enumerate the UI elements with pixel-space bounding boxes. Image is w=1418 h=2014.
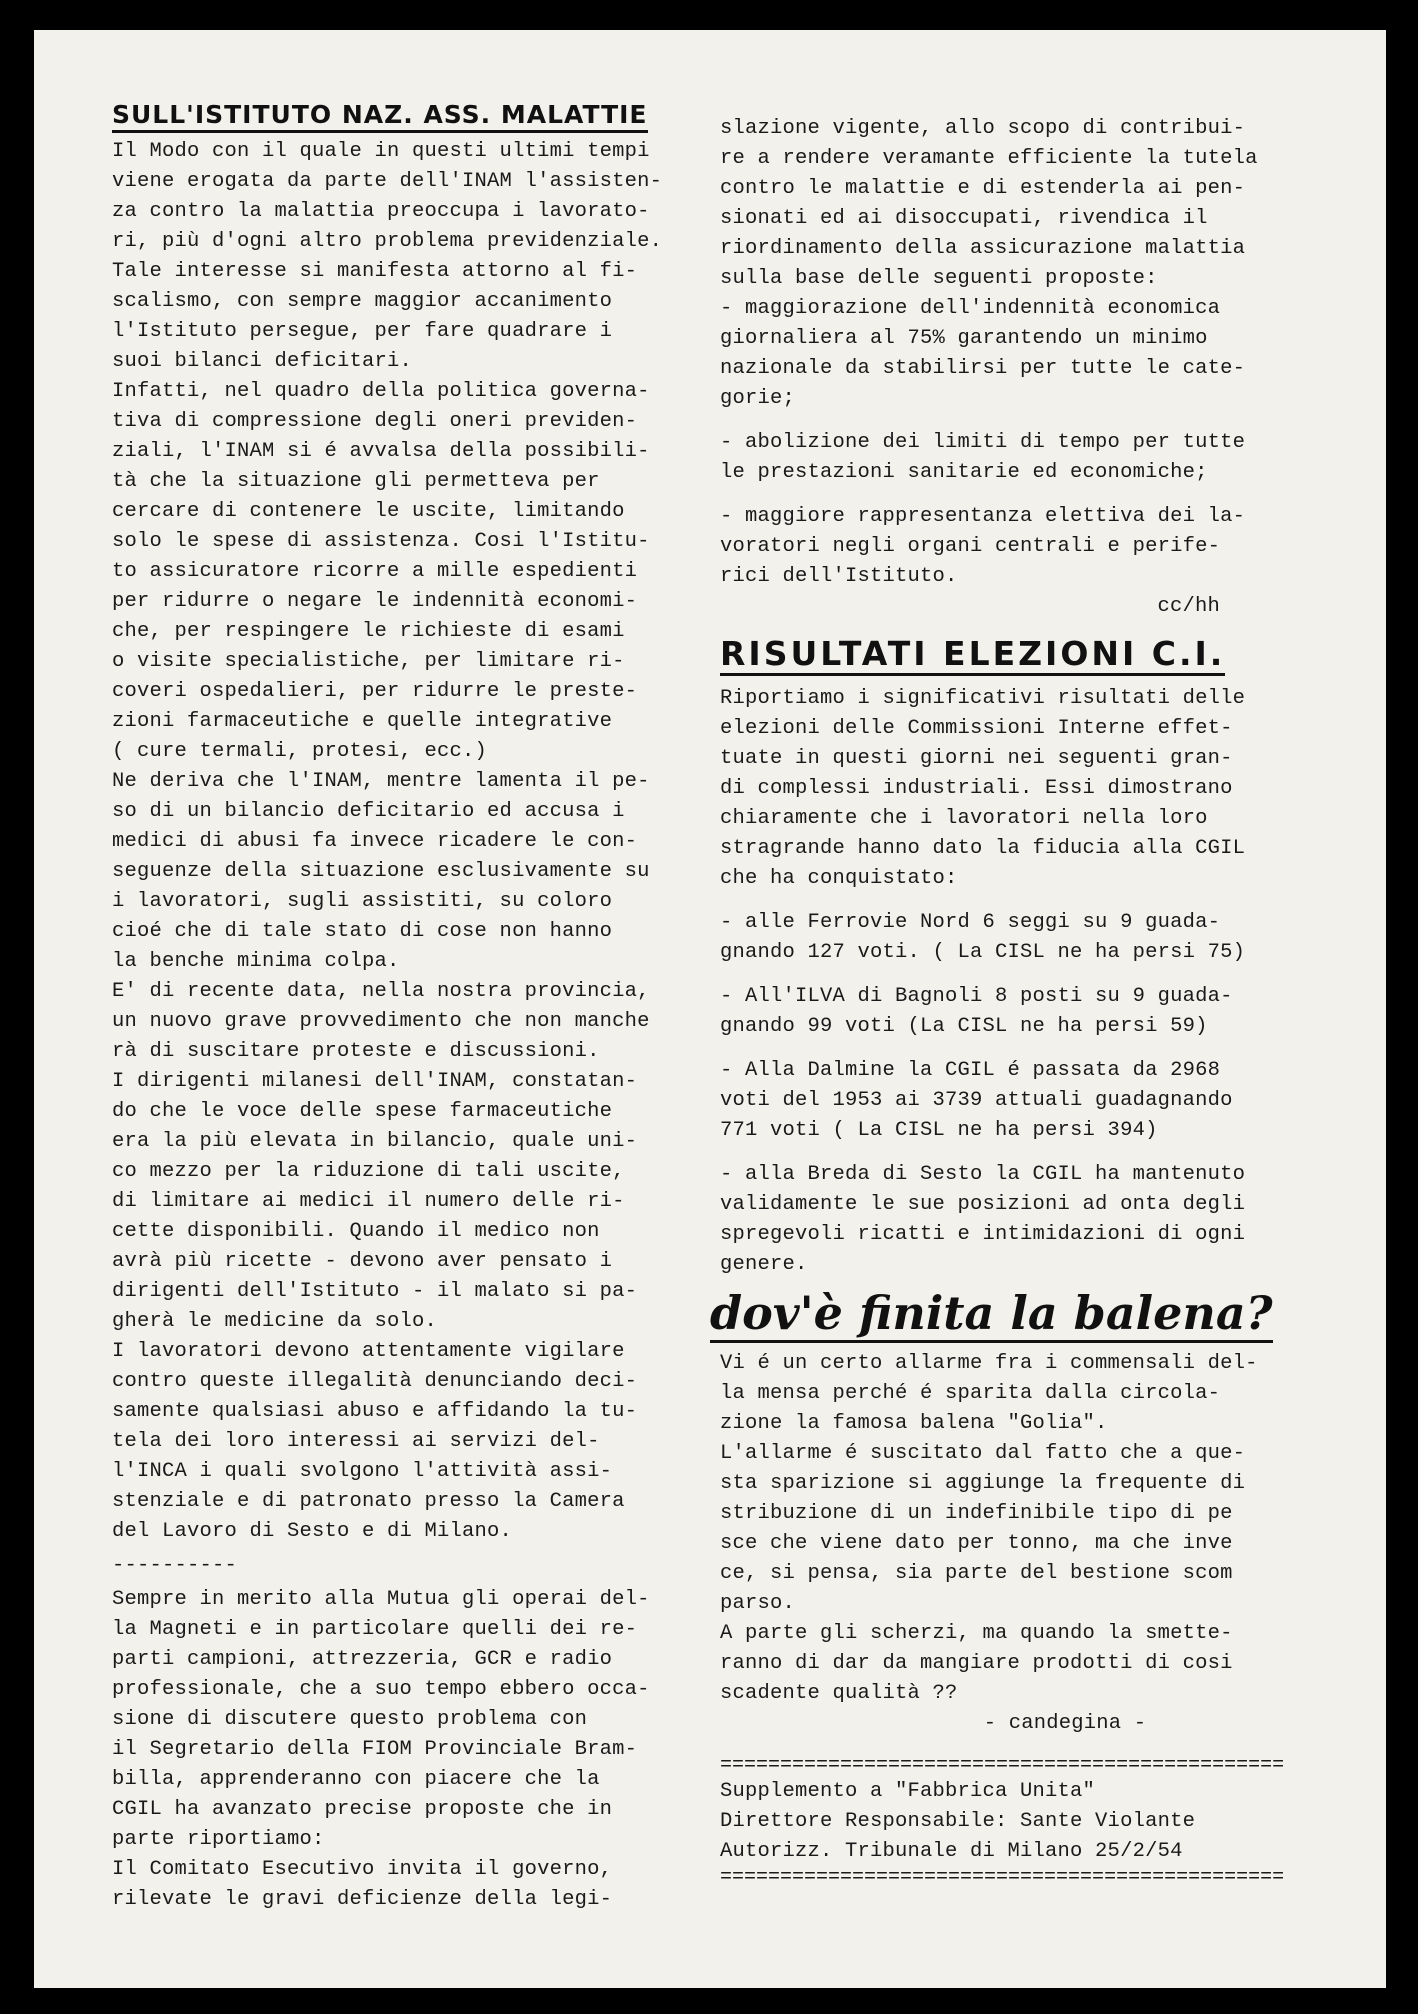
paragraph-magneti: Sempre in merito alla Mutua gli operai del- la Magneti e in particolare quelli dei re- parti campioni, attrezzeria, GCR e radio professionale, che a suo tempo ebbero occa- sione di discutere questo problema con il Segretario della FIOM Provinciale Bram- billa, apprenderanno con piacere che la CGIL ha avanzato precise proposte che in parte riportiamo:: [112, 1588, 650, 1851]
article-heading-elezioni: RISULTATI ELEZIONI C.I.: [720, 634, 1225, 676]
left-column: [112, 100, 722, 1915]
result-ferrovie-nord: - alle Ferrovie Nord 6 seggi su 9 guada- gnando 127 voti. ( La CISL ne ha persi 75): [720, 911, 1246, 964]
paragraph-balena: Vi é un certo allarme fra i commensali del- la mensa perché é sparita dalla circola- zione la famosa balena "Golia". L'allarme é suscitato dal fatto che a que- sta sparizione si aggiunge la frequente di stribuzione di un indefinibile tipo di pe sce che viene dato per tonno, ma che inve ce, si pensa, sia parte del bestione scom parso. A parte gli scherzi, ma quando la smette- ranno di dar da mangiare prodotti di cosi scadente qualità ??: [720, 1352, 1258, 1705]
typewritten-sheet: [34, 30, 1386, 1988]
paragraph-deriva: Ne deriva che l'INAM, mentre lamenta il pe- so di un bilancio deficitario ed accusa i medici di abusi fa invece ricadere le con- seguenze della situazione esclusivamente su i lavoratori, sugli assistiti, su coloro cioé che di tale stato di cose non hanno la benche minima colpa.: [112, 770, 650, 973]
paragraph-intro: Il Modo con il quale in questi ultimi tempi viene erogata da parte dell'INAM l'assisten- za contro la malattia preoccupa i lavorato- ri, più d'ogni altro problema previdenziale. Tale interesse si manifesta attorno al fi- scalismo, con sempre maggior accanimento l'Istituto persegue, per fare quadrare i suoi bilanci deficitari.: [112, 140, 663, 373]
article-heading-balena: dov'è finita la balena?: [710, 1286, 1273, 1343]
result-ilva-bagnoli: - All'ILVA di Bagnoli 8 posti su 9 guada- gnando 99 voti (La CISL ne ha persi 59): [720, 985, 1233, 1038]
paragraph-elezioni-intro: Riportiamo i significativi risultati delle elezioni delle Commissioni Interne effet- tuate in questi giorni nei seguenti gran- di complessi industriali. Essi dimostrano chiaramente che i lavoratori nella loro stragrande hanno dato la fiducia alla CGIL che ha conquistato:: [720, 687, 1246, 890]
right-column: [710, 114, 1330, 1889]
result-breda-sesto: - alla Breda di Sesto la CGIL ha mantenuto validamente le sue posizioni ad onta degli spregevoli ricatti e intimidazioni di ogni genere.: [720, 1163, 1246, 1276]
result-dalmine: - Alla Dalmine la CGIL é passata da 2968 voti del 1953 ai 3739 attuali guadagnando 771 voti ( La CISL ne ha persi 394): [720, 1059, 1233, 1142]
proposal-abolizione: - abolizione dei limiti di tempo per tutte le prestazioni sanitarie ed economiche;: [720, 431, 1246, 484]
paragraph-politica: Infatti, nel quadro della politica governa- tiva di compressione degli oneri previden- ziali, l'INAM si é avvalsa della possibili- tà che la situazione gli permetteva per cercare di contenere le uscite, limitando solo le spese di assistenza. Cosi l'Istitu- to assicuratore ricorre a mille espedienti per ridurre o negare le indennità economi- che, per respingere le richieste di esami o visite specialistiche, per limitare ri- coveri ospedalieri, per ridurre le preste- zioni farmaceutiche e quelle integrative ( cure termali, protesi, ecc.): [112, 380, 650, 763]
paragraph-continuation: slazione vigente, allo scopo di contribui- re a rendere veramante efficiente la tutela contro le malattie e di estenderla ai pen- sionati ed ai disoccupati, rivendica il riordinamento della assicurazione malattia sulla base delle seguenti proposte: - maggiorazione dell'indennità economica giornaliera al 75% garantendo un minimo nazionale da stabilirsi per tutte le cate- gorie;: [720, 117, 1258, 410]
section-separator: ----------: [112, 1554, 238, 1577]
publication-footer: Supplemento a "Fabbrica Unita" Direttore Responsabile: Sante Violante Autorizz. Tribunale di Milano 25/2/54: [720, 1780, 1196, 1863]
proposal-rappresentanza: - maggiore rappresentanza elettiva dei la- voratori negli organi centrali e perife- rici dell'Istituto.: [720, 505, 1246, 588]
paragraph-comitato: Il Comitato Esecutivo invita il governo, rilevate le gravi deficienze della legi-: [112, 1858, 613, 1911]
paragraph-recente: E' di recente data, nella nostra provincia, un nuovo grave provvedimento che non manche rà di suscitare proteste e discussioni.: [112, 980, 650, 1063]
paragraph-vigilare: I lavoratori devono attentamente vigilare contro queste illegalità denunciando deci- samente qualsiasi abuso e affidando la tu- tela dei loro interessi ai servizi del- l'INCA i quali svolgono l'attività assi- stenziale e di patronato presso la Camera del Lavoro di Sesto e di Milano.: [112, 1340, 638, 1543]
signature-cchh: cc/hh: [1157, 595, 1220, 618]
signature-candegina: - candegina -: [983, 1712, 1147, 1735]
article-heading-inam: SULL'ISTITUTO NAZ. ASS. MALATTIE: [112, 100, 648, 133]
double-rule-bottom: ===============================================: [720, 1867, 1285, 1889]
double-rule-top: ===============================================: [720, 1755, 1285, 1777]
paragraph-dirigenti: I dirigenti milanesi dell'INAM, constatan- do che le voce delle spese farmaceutiche era la più elevata in bilancio, quale uni- co mezzo per la riduzione di tali uscite, di limitare ai medici il numero delle ri- cette disponibili. Quando il medico non avrà più ricette - devono aver pensato i dirigenti dell'Istituto - il malato si pa- gherà le medicine da solo.: [112, 1070, 638, 1333]
